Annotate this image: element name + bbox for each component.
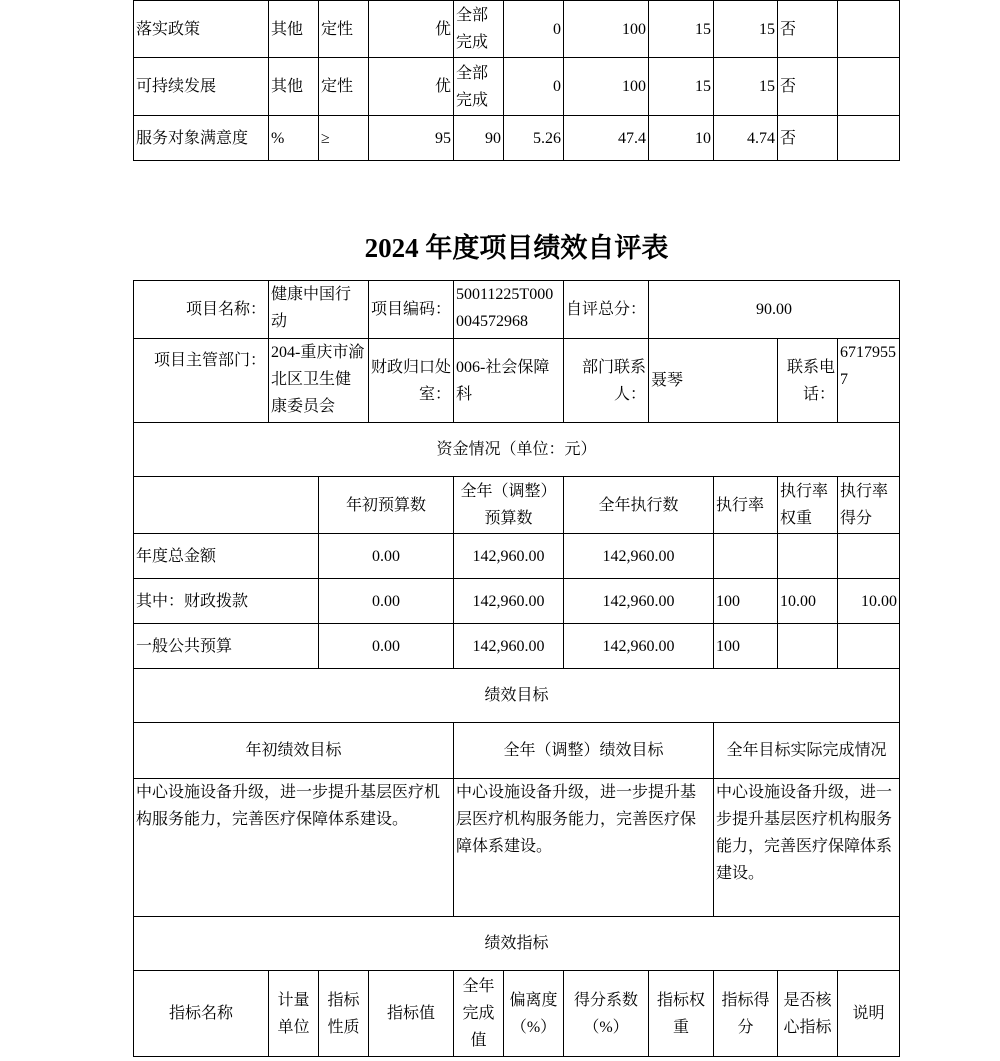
funds-header: 执行率得分 [838,477,900,534]
indicator-row [134,1,900,58]
project-name: 健康中国行动 [269,281,369,339]
funds-cell: 10.00 [838,579,900,624]
self-evaluation-table [133,280,900,1057]
cell: 95 [369,116,454,161]
goals-row [134,779,900,917]
funds-cell: 0.00 [319,534,454,579]
funds-section-title: 资金情况（单位：元） [134,423,900,477]
cell: 90 [454,116,504,161]
funds-cell: 142,960.00 [454,624,564,669]
funds-cell: 100 [714,624,778,669]
cell [838,1,900,58]
actual-completion: 中心设施设备升级，进一步提升基层医疗机构服务能力，完善医疗保障体系建设。 [714,779,900,917]
indicator-row [134,58,900,116]
indicators-header-row [134,971,900,1057]
goals-header-row [134,723,900,779]
cell [838,58,900,116]
cell: 优 [369,58,454,116]
score-label: 自评总分： [564,281,649,339]
funds-header-row [134,477,900,534]
funds-cell: 一般公共预算 [134,624,319,669]
cell: 全部完成 [454,58,504,116]
cell: 47.4 [564,116,649,161]
funds-header: 执行率权重 [778,477,838,534]
cell: 15 [714,58,778,116]
goals-header: 全年目标实际完成情况 [714,723,900,779]
project-info-row-1 [134,281,900,339]
indicator-header: 说明 [838,971,900,1057]
indicator-header: 计量单位 [269,971,319,1057]
indicator-table-continued [133,0,900,161]
funds-cell [778,534,838,579]
funds-row [134,624,900,669]
cell: 100 [564,1,649,58]
dept-label: 项目主管部门： [134,339,269,423]
funds-cell: 142,960.00 [564,534,714,579]
cell: 15 [649,58,714,116]
funds-cell: 10.00 [778,579,838,624]
finance-office: 006-社会保障科 [454,339,564,423]
funds-cell: 0.00 [319,624,454,669]
funds-cell: 142,960.00 [564,579,714,624]
cell: 0 [504,1,564,58]
funds-cell: 100 [714,579,778,624]
code-label: 项目编码： [369,281,454,339]
initial-goal: 中心设施设备升级，进一步提升基层医疗机构服务能力，完善医疗保障体系建设。 [134,779,454,917]
indicator-header: 指标性质 [319,971,369,1057]
cell: 否 [778,116,838,161]
indicator-header: 指标名称 [134,971,269,1057]
funds-header: 年初预算数 [319,477,454,534]
cell: 全部完成 [454,1,504,58]
indicators-section-title: 绩效指标 [134,917,900,971]
phone: 67179557 [838,339,900,423]
funds-cell [838,534,900,579]
goals-section-title: 绩效目标 [134,669,900,723]
funds-header [134,477,319,534]
cell: 5.26 [504,116,564,161]
funds-cell [778,624,838,669]
project-code: 50011225T000004572968 [454,281,564,339]
goals-header: 年初绩效目标 [134,723,454,779]
cell: 落实政策 [134,1,269,58]
funds-row [134,534,900,579]
indicator-header: 指标值 [369,971,454,1057]
indicator-header: 是否核心指标 [778,971,838,1057]
cell: 100 [564,58,649,116]
cell: 可持续发展 [134,58,269,116]
cell: 其他 [269,1,319,58]
cell: 否 [778,58,838,116]
funds-cell: 142,960.00 [454,534,564,579]
funds-cell: 142,960.00 [564,624,714,669]
funds-cell: 年度总金额 [134,534,319,579]
funds-cell: 142,960.00 [454,579,564,624]
cell: ≥ [319,116,369,161]
cell: 优 [369,1,454,58]
cell: 否 [778,1,838,58]
total-score: 90.00 [649,281,900,339]
indicator-header: 得分系数（%） [564,971,649,1057]
contact: 聂琴 [649,339,778,423]
funds-cell: 0.00 [319,579,454,624]
cell: 定性 [319,58,369,116]
cell: % [269,116,319,161]
cell: 15 [649,1,714,58]
phone-label: 联系电话： [778,339,838,423]
funds-header: 执行率 [714,477,778,534]
indicator-header: 全年完成值 [454,971,504,1057]
indicator-row [134,116,900,161]
contact-label: 部门联系人： [564,339,649,423]
funds-cell: 其中：财政拨款 [134,579,319,624]
funds-header: 全年（调整）预算数 [454,477,564,534]
funds-row [134,579,900,624]
page-title: 2024 年度项目绩效自评表 [364,233,669,263]
adjusted-goal: 中心设施设备升级，进一步提升基层医疗机构服务能力，完善医疗保障体系建设。 [454,779,714,917]
cell: 0 [504,58,564,116]
cell [838,116,900,161]
funds-cell [714,534,778,579]
name-label: 项目名称： [134,281,269,339]
finance-label: 财政归口处室： [369,339,454,423]
goals-header: 全年（调整）绩效目标 [454,723,714,779]
indicator-header: 指标得分 [714,971,778,1057]
cell: 其他 [269,58,319,116]
dept: 204-重庆市渝北区卫生健康委员会 [269,339,369,423]
cell: 4.74 [714,116,778,161]
project-info-row-2 [134,339,900,423]
cell: 15 [714,1,778,58]
funds-cell [838,624,900,669]
funds-header: 全年执行数 [564,477,714,534]
indicator-header: 指标权重 [649,971,714,1057]
cell: 服务对象满意度 [134,116,269,161]
cell: 定性 [319,1,369,58]
cell: 10 [649,116,714,161]
indicator-header: 偏离度（%） [504,971,564,1057]
